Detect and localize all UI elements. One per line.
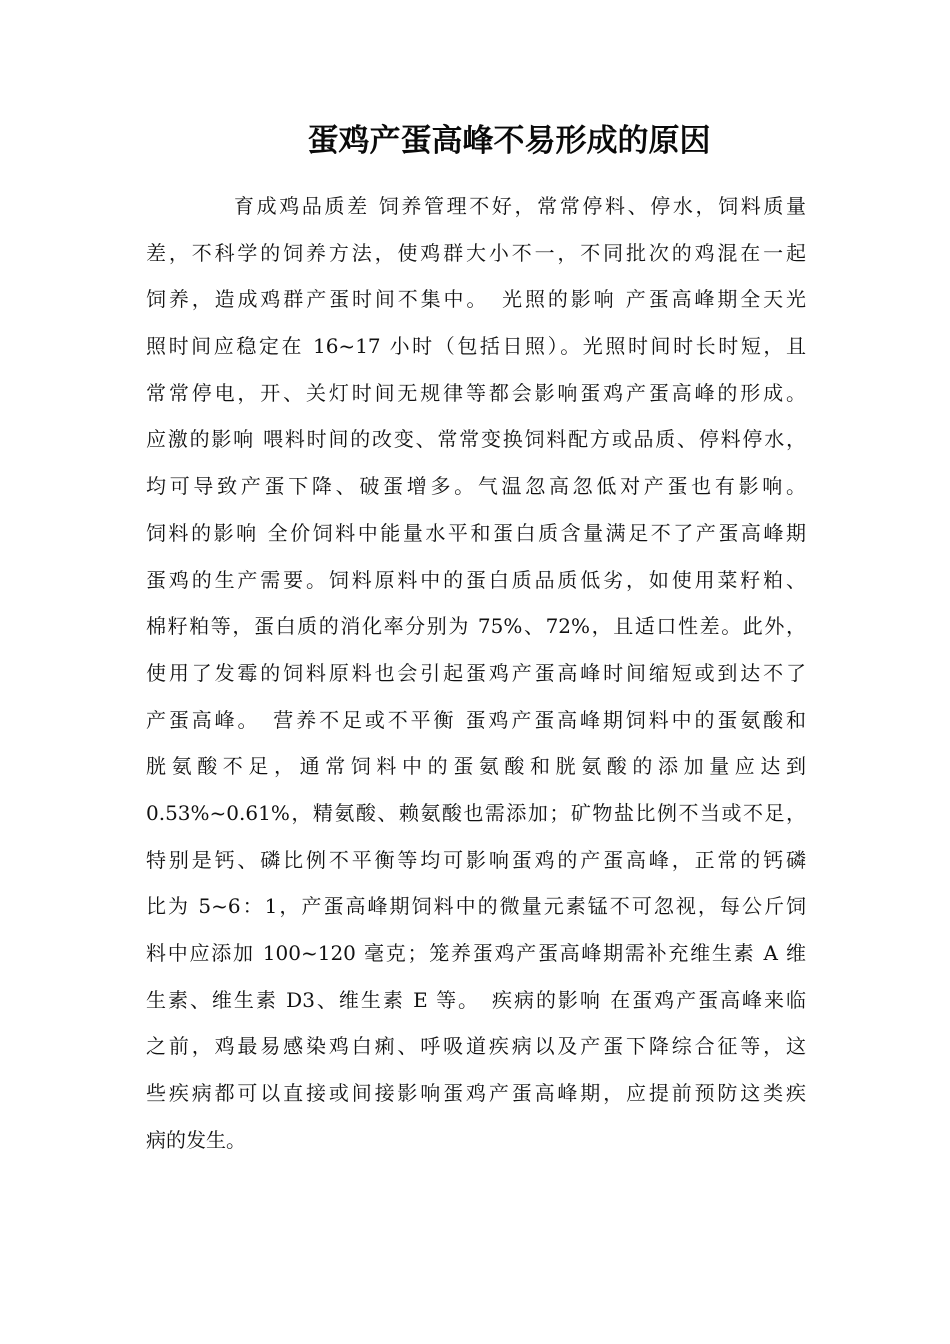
body-line: 病的发生。 [146,1127,246,1152]
body-line: 胱氨酸不足，通常饲料中的蛋氨酸和胱氨酸的添加量应达到 [146,754,806,779]
body-line: 棉籽粕等，蛋白质的消化率分别为 75%、72%，且适口性差。此外， [146,614,806,639]
body-line: 应激的影响 喂料时间的改变、常常变换饲料配方或品质、停料停水， [146,427,806,452]
body-line: 均可导致产蛋下降、破蛋增多。气温忽高忽低对产蛋也有影响。 [146,474,806,499]
body-line: 比为 5~6：1，产蛋高峰期饲料中的微量元素锰不可忽视，每公斤饲 [146,894,806,919]
body-line: 差，不科学的饲养方法，使鸡群大小不一，不同批次的鸡混在一起 [146,240,806,265]
body-line: 育成鸡品质差 饲养管理不好，常常停料、停水，饲料质量 [234,194,806,218]
body-line: 些疾病都可以直接或间接影响蛋鸡产蛋高峰期，应提前预防这类疾 [146,1081,806,1106]
body-line: 照时间应稳定在 16~17 小时（包括日照）。光照时间时长时短，且 [146,334,806,359]
body-line: 之前，鸡最易感染鸡白痢、呼吸道疾病以及产蛋下降综合征等，这 [146,1034,806,1059]
body-line: 0.53%~0.61%，精氨酸、赖氨酸也需添加；矿物盐比例不当或不足， [146,800,806,825]
body-line: 产蛋高峰。 营养不足或不平衡 蛋鸡产蛋高峰期饲料中的蛋氨酸和 [146,707,806,732]
body-line: 料中应添加 100~120 毫克；笼养蛋鸡产蛋高峰期需补充维生素 A 维 [146,941,806,965]
body-line: 饲料的影响 全价饲料中能量水平和蛋白质含量满足不了产蛋高峰期 [146,520,806,545]
document-title: 蛋鸡产蛋高峰不易形成的原因 [307,123,711,159]
body-line: 饲养，造成鸡群产蛋时间不集中。 光照的影响 产蛋高峰期全天光 [146,287,806,312]
body-line: 生素、维生素 D3、维生素 E 等。 疾病的影响 在蛋鸡产蛋高峰来临 [146,987,806,1012]
document-body [146,183,806,1163]
body-line: 蛋鸡的生产需要。饲料原料中的蛋白质品质低劣，如使用菜籽粕、 [146,567,806,592]
body-line: 常常停电，开、关灯时间无规律等都会影响蛋鸡产蛋高峰的形成。 [146,380,806,405]
body-line: 特别是钙、磷比例不平衡等均可影响蛋鸡的产蛋高峰，正常的钙磷 [146,847,806,872]
body-line: 使用了发霉的饲料原料也会引起蛋鸡产蛋高峰时间缩短或到达不了 [146,660,806,685]
